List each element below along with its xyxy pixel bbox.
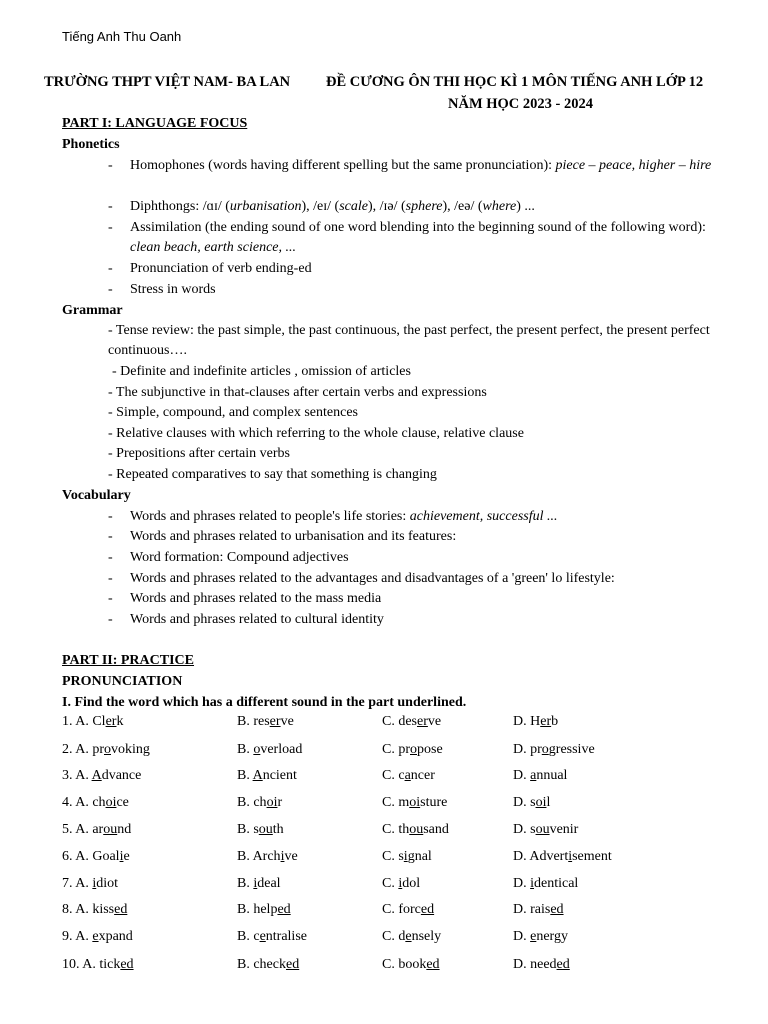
underlined-part: i [403, 849, 408, 864]
answer-option: 4. A. choice [62, 795, 129, 810]
underlined-part: ed [277, 902, 291, 917]
answer-option: C. forced [382, 902, 435, 917]
underlined-part: ed [120, 957, 134, 972]
underlined-part: i [398, 876, 403, 891]
underlined-part: ou [409, 822, 424, 837]
answer-option: 6. A. Goalie [62, 849, 130, 864]
grammar-title: Grammar [62, 303, 123, 318]
question-row [62, 874, 722, 894]
phonetics-bullet: - [108, 158, 113, 173]
school-year: NĂM HỌC 2023 - 2024 [448, 96, 593, 112]
underlined-part: oi [535, 795, 547, 810]
underlined-part: i [253, 876, 258, 891]
phonetics-item-homophones: Homophones (words having different spelling but the same pronunciation): piece – peace, higher – hire [130, 158, 712, 173]
answer-option: 10. A. ticked [62, 957, 134, 972]
underlined-part: ed [550, 902, 564, 917]
grammar-item: - Tense review: the past simple, the past continuous, the past perfect, the present perfect, the present perfect continuous…. [108, 323, 710, 358]
answer-option: C. propose [382, 742, 443, 757]
underlined-part: o [541, 742, 549, 757]
phonetics-item-diphthongs: - Diphthongs: /ɑɪ/ (urbanisation), /eɪ/ (scale), /ɪə/ (sphere), /eə/ (where) ... [108, 199, 535, 214]
part1-title: PART I: LANGUAGE FOCUS [62, 116, 248, 131]
answer-option: D. annual [513, 768, 568, 783]
answer-option: B. reserve [237, 714, 294, 729]
answer-option: B. Ancient [237, 768, 297, 783]
question-row [62, 712, 722, 732]
phonetics-bullet: - [108, 220, 113, 235]
vocabulary-title: Vocabulary [62, 488, 131, 503]
answer-option: B. choir [237, 795, 283, 810]
phonetics-item-stress: - Stress in words [108, 282, 216, 297]
answer-option: D. needed [513, 957, 570, 972]
grammar-item: - Relative clauses with which referring to the whole clause, relative clause [108, 426, 524, 441]
underlined-part: ou [535, 822, 550, 837]
answer-option: B. south [237, 822, 284, 837]
underlined-part: e [405, 929, 412, 944]
phonetics-title: Phonetics [62, 137, 120, 152]
underlined-part: ed [420, 902, 435, 917]
underlined-part: i [280, 849, 285, 864]
answer-option: B. checked [237, 957, 300, 972]
underlined-part: e [530, 929, 537, 944]
grammar-item: - Definite and indefinite articles , omission of articles [112, 364, 411, 379]
underlined-part: ou [258, 822, 273, 837]
answer-option: 5. A. around [62, 822, 132, 837]
underlined-part: oi [105, 795, 117, 810]
underlined-part: e [92, 929, 99, 944]
answer-option: D. identical [513, 876, 579, 891]
underlined-part: oi [409, 795, 421, 810]
question-row [62, 740, 722, 760]
underlined-part: oi [266, 795, 278, 810]
answer-option: B. overload [237, 742, 303, 757]
underlined-part: ed [556, 957, 570, 972]
answer-option: B. ideal [237, 876, 281, 891]
grammar-item: - Repeated comparatives to say that something is changing [108, 467, 437, 482]
underlined-part: er [417, 714, 428, 729]
phonetics-item-assimilation: Assimilation (the ending sound of one word blending into the beginning sound of the following word): clean beach, earth science, ... [130, 220, 706, 255]
question-row [62, 766, 722, 786]
question-row [62, 820, 722, 840]
underlined-part: o [410, 742, 417, 757]
answer-option: C. thousand [382, 822, 449, 837]
exercise-instruction: I. Find the word which has a different sound in the part underlined. [62, 695, 467, 710]
answer-option: 2. A. provoking [62, 742, 150, 757]
underlined-part: er [269, 714, 281, 729]
grammar-item: - The subjunctive in that-clauses after certain verbs and expressions [108, 385, 487, 400]
vocabulary-item: - Words and phrases related to cultural identity [108, 612, 384, 627]
underlined-part: ed [114, 902, 128, 917]
underlined-part: e [259, 929, 266, 944]
answer-option: C. moisture [382, 795, 448, 810]
answer-option: B. Archive [237, 849, 298, 864]
answer-option: 1. A. Clerk [62, 714, 124, 729]
answer-option: C. cancer [382, 768, 435, 783]
question-row [62, 847, 722, 867]
answer-option: D. progressive [513, 742, 595, 757]
question-row [62, 900, 722, 920]
answer-option: 7. A. idiot [62, 876, 119, 891]
answer-option: B. helped [237, 902, 291, 917]
header-brand: Tiếng Anh Thu Oanh [62, 29, 182, 44]
answer-option: 9. A. expand [62, 929, 133, 944]
answer-option: D. soil [513, 795, 551, 810]
underlined-part: ou [103, 822, 118, 837]
phonetics-item-ed: - Pronunciation of verb ending-ed [108, 261, 312, 276]
answer-option: D. Herb [513, 714, 559, 729]
answer-option: 3. A. Advance [62, 768, 142, 783]
part2-title: PART II: PRACTICE [62, 653, 195, 668]
underlined-part: i [92, 876, 97, 891]
answer-option: D. energy [513, 929, 568, 944]
outline-title: ĐỀ CƯƠNG ÔN THI HỌC KÌ 1 MÔN TIẾNG ANH LỚP 12 [326, 74, 704, 90]
vocabulary-item: - Words and phrases related to the advantages and disadvantages of a 'green' lo lifestyle: [108, 571, 615, 586]
answer-option: C. signal [382, 849, 432, 864]
answer-option: D. Advertisement [513, 849, 612, 864]
pronunciation-title: PRONUNCIATION [62, 674, 183, 689]
underlined-part: er [105, 714, 117, 729]
underlined-part: er [540, 714, 552, 729]
underlined-part: ed [285, 957, 300, 972]
answer-option: D. souvenir [513, 822, 579, 837]
underlined-part: i [568, 849, 573, 864]
question-row [62, 955, 722, 975]
answer-option: B. centralise [237, 929, 307, 944]
grammar-item: - Simple, compound, and complex sentences [108, 405, 358, 420]
vocabulary-item: - Words and phrases related to the mass media [108, 591, 382, 606]
question-row [62, 927, 722, 947]
underlined-part: i [119, 849, 124, 864]
question-row [62, 793, 722, 813]
vocabulary-item: - Words and phrases related to urbanisation and its features: [108, 529, 457, 544]
vocabulary-item: - Words and phrases related to people's life stories: achievement, successful ... [108, 509, 558, 524]
underlined-part: i [530, 876, 535, 891]
underlined-part: A [91, 768, 102, 783]
school-name: TRƯỜNG THPT VIỆT NAM- BA LAN [44, 74, 291, 90]
underlined-part: o [253, 742, 261, 757]
answer-option: D. raised [513, 902, 564, 917]
answer-option: C. idol [382, 876, 421, 891]
underlined-part: A [252, 768, 263, 783]
underlined-part: a [404, 768, 411, 783]
underlined-part: a [530, 768, 537, 783]
grammar-item: - Prepositions after certain verbs [108, 446, 290, 461]
answer-option: C. booked [382, 957, 440, 972]
underlined-part: o [104, 742, 111, 757]
vocabulary-item: - Word formation: Compound adjectives [108, 550, 349, 565]
answer-option: C. deserve [382, 714, 442, 729]
answer-option: C. densely [382, 929, 442, 944]
underlined-part: ed [426, 957, 440, 972]
answer-option: 8. A. kissed [62, 902, 128, 917]
